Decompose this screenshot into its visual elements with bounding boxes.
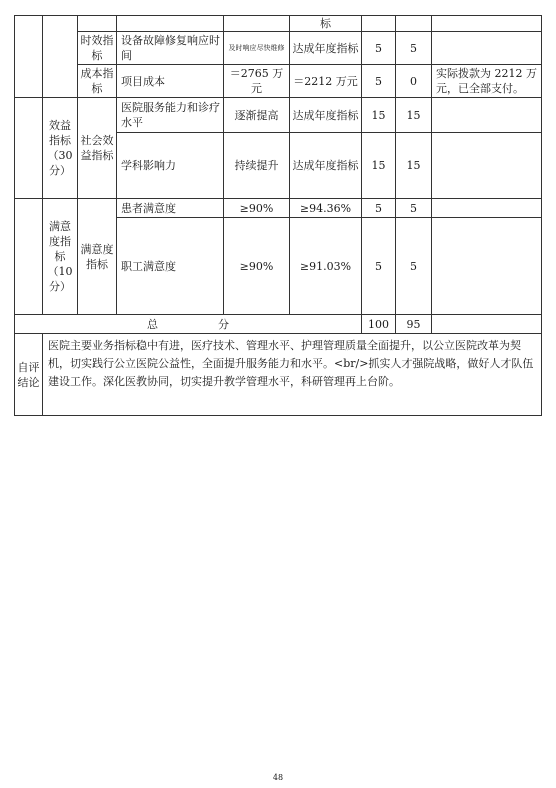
table-row [15, 16, 542, 32]
performance-table [14, 15, 542, 416]
actual-cell: ＝2212 万元 [290, 65, 362, 98]
total-note-cell [432, 315, 542, 334]
tertiary-indicator-cell: 医院服务能力和诊疗水平 [117, 98, 224, 133]
table-row [15, 98, 542, 133]
actual-cell: 标 [290, 16, 362, 32]
tertiary-indicator-cell: 患者满意度 [117, 199, 224, 218]
table-row [15, 199, 542, 218]
target-cell: ≥90% [224, 218, 290, 315]
weight-cell: 5 [362, 32, 396, 65]
weight-cell: 5 [362, 65, 396, 98]
weight-cell: 15 [362, 98, 396, 133]
score-cell: 15 [396, 98, 432, 133]
conclusion-row [15, 334, 542, 416]
score-cell: 15 [396, 133, 432, 199]
note-cell [432, 218, 542, 315]
primary-indicator-satisfaction: 满意度指标（10分） [43, 199, 78, 315]
note-cell [432, 98, 542, 133]
weight-cell: 15 [362, 133, 396, 199]
secondary-indicator-cell: 时效指标 [78, 32, 117, 65]
total-label-cell [15, 315, 362, 334]
target-cell: 持续提升 [224, 133, 290, 199]
primary-indicator-benefit: 效益指标（30分） [43, 98, 78, 199]
tertiary-indicator-cell [117, 16, 224, 32]
indicator-col-2-continued [43, 16, 78, 98]
score-cell: 5 [396, 199, 432, 218]
actual-cell: 达成年度指标 [290, 133, 362, 199]
blank-left-cell [15, 199, 43, 315]
actual-cell: ≥94.36% [290, 199, 362, 218]
target-cell: ≥90% [224, 199, 290, 218]
actual-cell: 达成年度指标 [290, 98, 362, 133]
actual-cell: ≥91.03% [290, 218, 362, 315]
note-cell [432, 199, 542, 218]
note-cell [432, 16, 542, 32]
tertiary-indicator-cell: 学科影响力 [117, 133, 224, 199]
table-row [15, 65, 542, 98]
total-label-part-2: 分 [218, 317, 229, 331]
weight-cell: 5 [362, 218, 396, 315]
score-cell: 5 [396, 218, 432, 315]
score-cell [396, 16, 432, 32]
note-cell [432, 133, 542, 199]
total-score-cell: 95 [396, 315, 432, 334]
note-cell: 实际拨款为 2212 万元，已全部支付。 [432, 65, 542, 98]
tertiary-indicator-cell: 职工满意度 [117, 218, 224, 315]
secondary-indicator-satisfaction: 满意度指标 [78, 199, 117, 315]
target-cell: 逐渐提高 [224, 98, 290, 133]
target-cell [224, 16, 290, 32]
secondary-indicator-social: 社会效益指标 [78, 98, 117, 199]
tertiary-indicator-cell: 设备故障修复响应时间 [117, 32, 224, 65]
blank-left-cell [15, 98, 43, 199]
score-cell: 5 [396, 32, 432, 65]
total-label-part-1: 总 [147, 317, 158, 331]
conclusion-text: 医院主要业务指标稳中有进，医疗技术、管理水平、护理管理质量全面提升，以公立医院改革为契机，切实践行公立医院公益性，全面提升服务能力和水平。<br/>抓实人才强院战略，做好人才队伍建设工作。深化医教协同，切实提升教学管理水平，科研管理再上台阶。 [43, 334, 542, 416]
total-weight-cell: 100 [362, 315, 396, 334]
score-cell: 0 [396, 65, 432, 98]
target-cell: 及时响应尽快维修 [224, 32, 290, 65]
secondary-indicator-cell [78, 16, 117, 32]
page-number: 48 [272, 773, 284, 782]
target-cell: ＝2765 万元 [224, 65, 290, 98]
weight-cell: 5 [362, 199, 396, 218]
table-row [15, 32, 542, 65]
table-row [15, 315, 542, 334]
secondary-indicator-cell: 成本指标 [78, 65, 117, 98]
indicator-col-1-continued [15, 16, 43, 98]
conclusion-label: 自评结论 [15, 334, 43, 416]
weight-cell [362, 16, 396, 32]
tertiary-indicator-cell: 项目成本 [117, 65, 224, 98]
note-cell [432, 32, 542, 65]
actual-cell: 达成年度指标 [290, 32, 362, 65]
